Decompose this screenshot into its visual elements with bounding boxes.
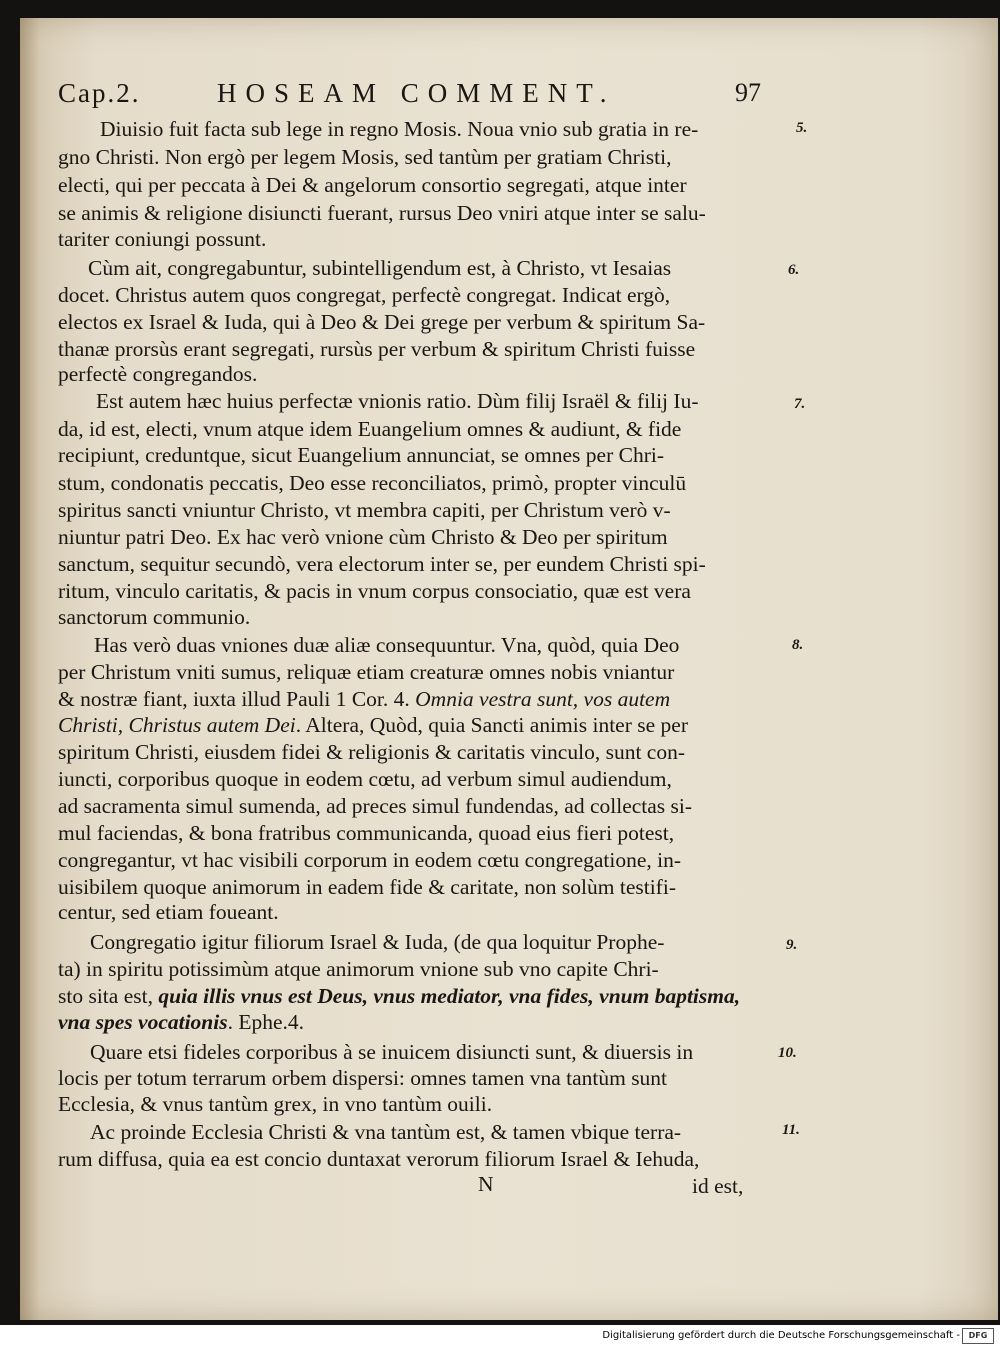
text-line: Diuisio fuit facta sub lege in regno Mosis. Noua vnio sub gratia in re- [100,117,699,141]
text-run: & nostræ fiant, iuxta illud Pauli 1 Cor. 4. [58,687,416,711]
margin-number: 8. [792,637,804,653]
text-line: se animis & religione disiuncti fuerant, rursus Deo vniri atque inter se salu- [58,201,706,225]
dfg-logo: DFG [962,1328,994,1344]
text-line: niuntur patri Deo. Ex hac verò vnione cùm Christo & Deo per spiritum [58,525,668,549]
text-line: sanctorum communio. [58,605,251,629]
text-line: centur, sed etiam foueant. [58,900,279,924]
margin-number: 9. [786,937,798,953]
text-line: stum, condonatis peccatis, Deo esse reconciliatos, primò, propter vinculū [58,471,687,495]
running-head-chapter: Cap.2. [58,78,141,108]
signature-mark: N [478,1172,494,1196]
text-line: Quare etsi fideles corporibus à se inuicem disiuncti sunt, & diuersis in [90,1040,694,1064]
catchword: id est, [692,1174,744,1198]
text-run: sto sita est, [58,984,159,1008]
text-line: gno Christi. Non ergò per legem Mosis, sed tantùm per gratiam Christi, [58,145,672,169]
text-line: electos ex Israel & Iuda, qui à Deo & Dei grege per verbum & spiritum Sa- [58,310,706,334]
text-line [58,687,670,712]
text-line: da, id est, electi, vnum atque idem Euangelium omnes & audiunt, & fide [58,417,682,441]
text-line: tariter coniungi possunt. [58,227,267,251]
text-line: electi, qui per peccata à Dei & angelorum consortio segregati, atque inter [58,173,687,197]
text-line: ritum, vinculo caritatis, & pacis in vnum corpus consociatio, quæ est vera [58,579,691,603]
text-line: Has verò duas vniones duæ aliæ consequuntur. Vna, quòd, quia Deo [94,633,680,657]
text-line [58,713,688,738]
scripture-quote: vna spes vocationis [58,1010,228,1034]
text-line: Ac proinde Ecclesia Christi & vna tantùm est, & tamen vbique terra- [90,1120,682,1144]
text-line: Congregatio igitur filiorum Israel & Iuda, (de qua loquitur Prophe- [90,930,665,954]
text-line: mul faciendas, & bona fratribus communicanda, quoad eius fieri potest, [58,821,675,845]
margin-number: 7. [794,396,806,412]
running-head-title: HOSEAM COMMENT. [217,78,616,108]
text-line: ta) in spiritu potissimùm atque animorum vnione sub vno capite Chri- [58,957,659,981]
text-line: spiritum Christi, eiusdem fidei & religionis & caritatis vinculo, sunt con- [58,740,685,764]
scripture-quote: quia illis vnus est Deus, vnus mediator, vna fides, vnum baptisma, [158,984,741,1008]
text-line: per Christum vniti sumus, reliquæ etiam creaturæ omnes nobis vniantur [58,660,675,684]
text-line: thanæ prorsùs erant segregati, rursùs per verbum & spiritum Christi fuisse [58,337,696,361]
text-line: Ecclesia, & vnus tantùm grex, in vno tantùm ouili. [58,1092,493,1116]
margin-number: 6. [788,262,800,278]
text-line: perfectè congregandos. [58,362,258,386]
digitization-credit: Digitalisierung gefördert durch die Deutsche Forschungsgemeinschaft - [602,1330,960,1341]
margin-number: 10. [778,1045,797,1061]
text-line: sanctum, sequitur secundò, vera electorum inter se, per eundem Christi spi- [58,552,706,576]
text-line: rum diffusa, quia ea est concio duntaxat verorum filiorum Israel & Iehuda, [58,1147,700,1171]
text-line: locis per totum terrarum orbem dispersi: omnes tamen vna tantùm sunt [58,1066,668,1090]
margin-number: 5. [796,120,808,136]
text-line: congregantur, vt hac visibili corporum in eodem cœtu congregatione, in- [58,848,682,872]
scripture-quote: Christi, Christus autem Dei [58,713,296,737]
margin-number: 11. [782,1122,800,1138]
text-line: iuncti, corporibus quoque in eodem cœtu, ad verbum simul audiendum, [58,767,672,791]
text-line: Cùm ait, congregabuntur, subintelligendum est, à Christo, vt Iesaias [88,256,672,280]
text-line: spiritus sancti vniuntur Christo, vt membra capiti, per Christum verò v- [58,498,671,522]
scripture-quote: Omnia vestra sunt, vos autem [415,687,671,711]
text-run: . Altera, Quòd, quia Sancti animis inter se per [295,713,688,737]
page-number: 97 [735,78,761,107]
text-line: recipiunt, creduntque, sicut Euangelium annunciat, se omnes per Chri- [58,443,664,467]
text-line [58,984,740,1009]
text-line: docet. Christus autem quos congregat, perfectè congregat. Indicat ergò, [58,283,671,307]
text-line: ad sacramenta simul sumenda, ad preces simul fundendas, ad collectas si- [58,794,693,818]
text-line: uisibilem quoque animorum in eadem fide & caritate, non solùm testifi- [58,875,676,899]
text-line: Est autem hæc huius perfectæ vnionis ratio. Dùm filij Israël & filij Iu- [96,389,699,413]
text-line [58,1010,304,1035]
text-run: . Ephe.4. [227,1010,305,1034]
